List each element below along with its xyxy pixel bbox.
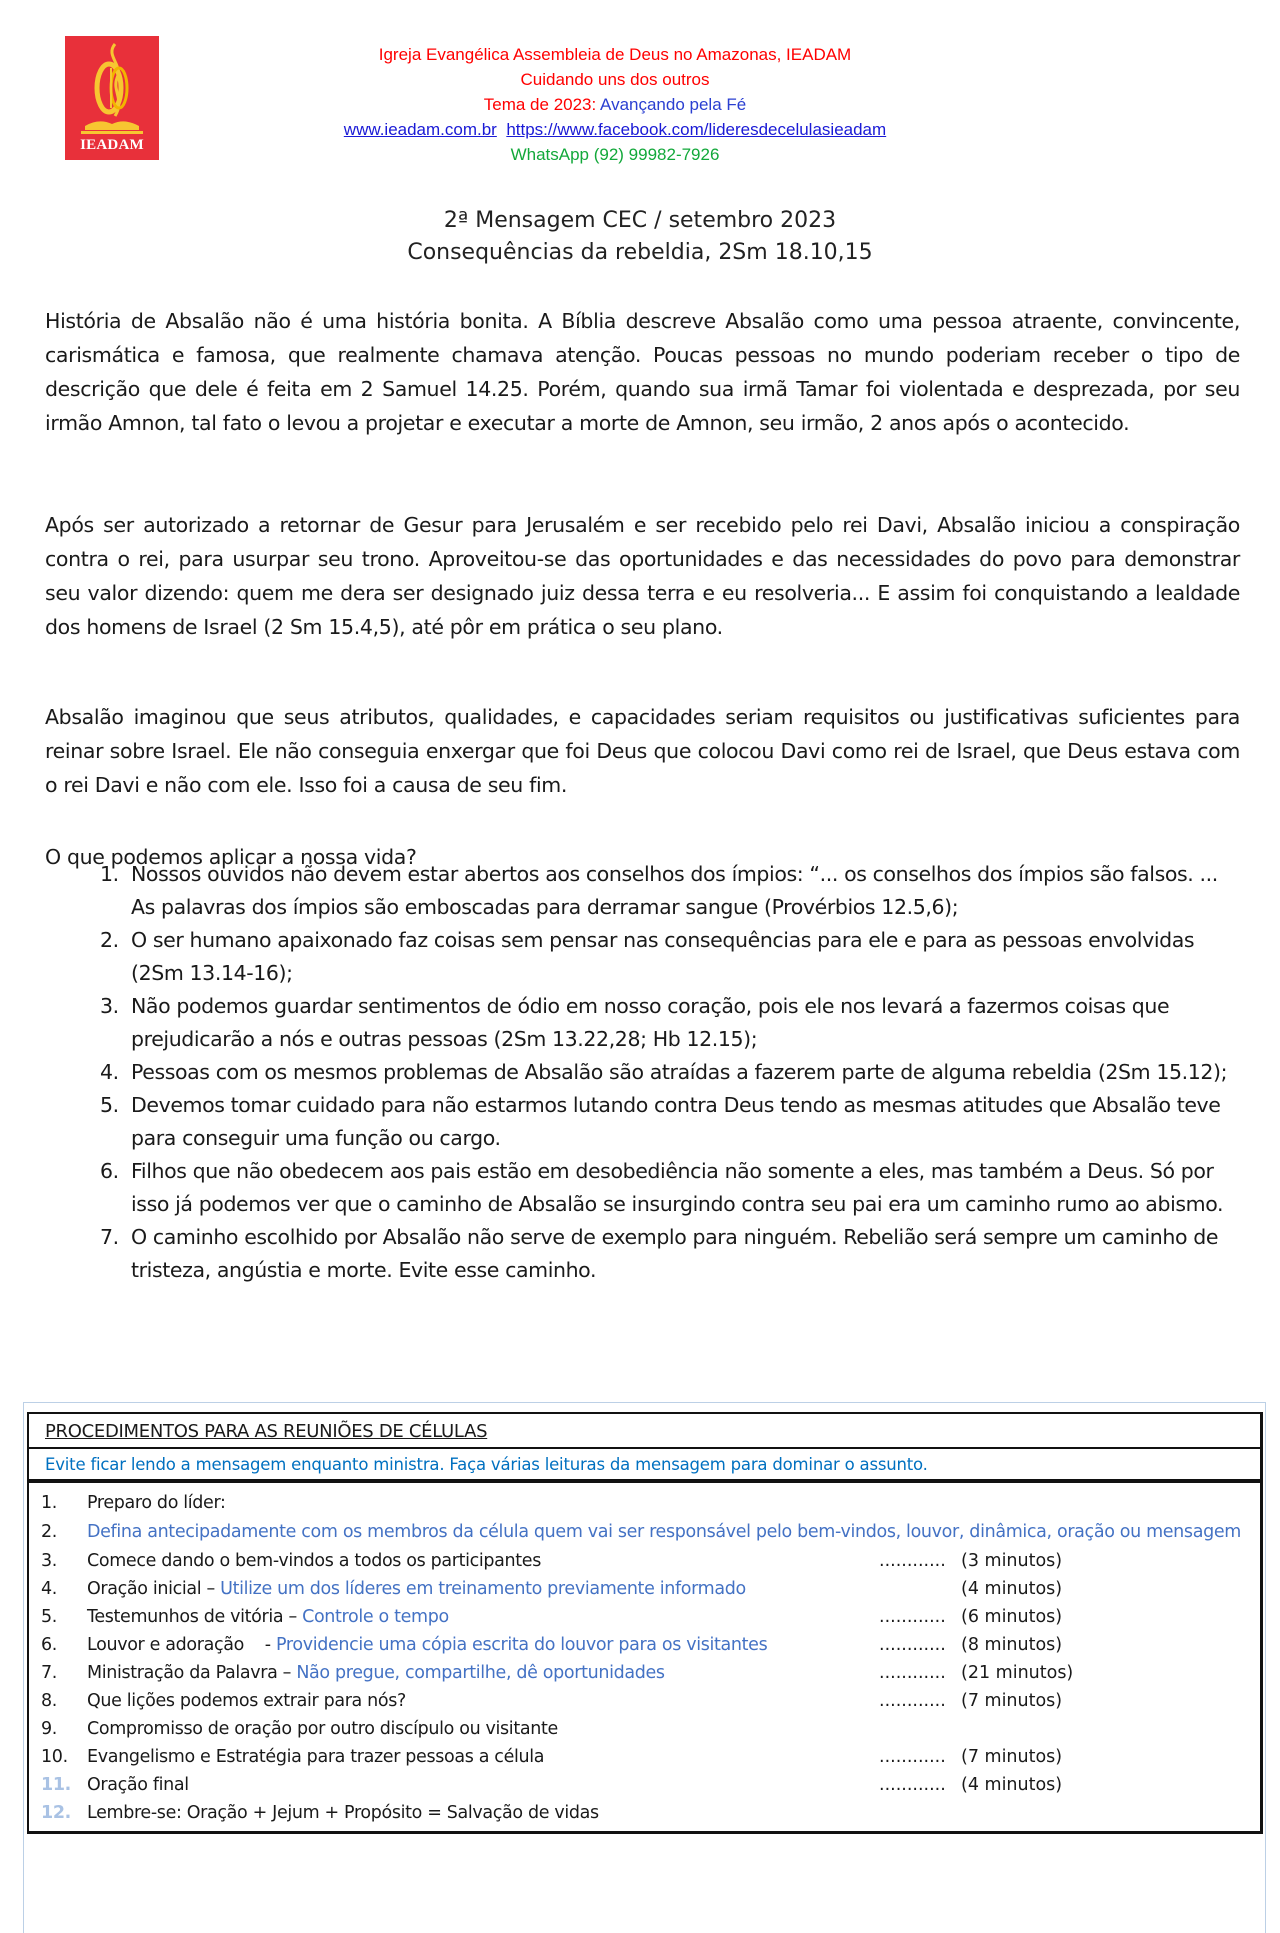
application-list: [45, 858, 1240, 1287]
paragraph-3: Absalão imaginou que seus atributos, qualidades, e capacidades seriam requisitos ou justificativas suficientes para reinar sobre Israel. Ele não conseguia enxergar que foi Deus que colocou Davi como rei de Israel, que Deus estava com o rei Davi e não com ele. Isso foi a causa de seu fim.: [45, 705, 1240, 797]
theme-label: Tema de 2023:: [483, 95, 601, 114]
theme-value: Avançando pela Fé: [600, 95, 747, 114]
message-title: [0, 205, 1280, 269]
procedure-item: 12. Lembre-se: Oração + Jejum + Propósito = Salvação de vidas: [41, 1803, 599, 1823]
procedure-item: 8. Que lições podemos extrair para nós? ............ (7 minutos): [29, 1687, 1260, 1715]
flame-book-icon: [65, 36, 159, 136]
ieadam-logo: [65, 36, 159, 160]
list-item: 1. Nossos ouvidos não devem estar abertos aos conselhos dos ímpios: “... os conselhos dos ímpios são falsos. ... As palavras dos ímpios são emboscadas para derramar sangue (Provérbios 12.5,6);: [100, 862, 1218, 919]
list-item: 5. Devemos tomar cuidado para não estarmos lutando contra Deus tendo as mesmas atitudes que Absalão teve para conseguir uma função ou cargo.: [100, 1093, 1221, 1150]
church-header: [280, 42, 950, 167]
procedure-item: 4. Oração inicial – Utilize um dos líderes em treinamento previamente informado (4 minutos): [29, 1575, 1260, 1603]
procedure-item: 5. Testemunhos de vitória – Controle o tempo ............ (6 minutos): [29, 1603, 1260, 1631]
whatsapp-contact: WhatsApp (92) 99982-7926: [510, 145, 720, 164]
paragraph-2: Após ser autorizado a retornar de Gesur para Jerusalém e ser recebido pelo rei Davi, Absalão iniciou a conspiração contra o rei, para usurpar seu trono. Aproveitou-se das oportunidades e das necessidades do povo para demonstrar seu valor dizendo: quem me dera ser designado juiz dessa terra e eu resolveria... E assim foi conquistando a lealdade dos homens de Israel (2 Sm 15.4,5), até pôr em prática o seu plano.: [45, 513, 1240, 639]
list-item: 6. Filhos que não obedecem aos pais estão em desobediência não somente a eles, mas também a Deus. Só por isso já podemos ver que o caminho de Absalão se insurgindo contra seu pai era um caminho rumo ao abismo.: [100, 1159, 1224, 1216]
duration: (7 minutos): [961, 1691, 1063, 1711]
application-question: O que podemos aplicar a nossa vida?: [45, 845, 417, 869]
procedure-item: 7. Ministração da Palavra – Não pregue, compartilhe, dê oportunidades ............ (21 minutos): [29, 1659, 1260, 1687]
procedure-item: 1. Preparo do líder:: [41, 1493, 226, 1513]
motto: Cuidando uns dos outros: [520, 70, 710, 89]
paragraph-1: História de Absalão não é uma história bonita. A Bíblia descreve Absalão como uma pessoa atraente, convincente, carismática e famosa, que realmente chamava atenção. Poucas pessoas no mundo poderiam receber o tipo de descrição que dele é feita em 2 Samuel 14.25. Porém, quando sua irmã Tamar foi violentada e desprezada, por seu irmão Amnon, tal fato o levou a projetar e executar a morte de Amnon, seu irmão, 2 anos após o acontecido.: [45, 309, 1240, 435]
title-line-2: Consequências da rebeldia, 2Sm 18.10,15: [407, 240, 873, 265]
facebook-link[interactable]: https://www.facebook.com/lideresdecelulasieadam: [506, 120, 887, 139]
duration: (21 minutos): [961, 1663, 1074, 1683]
duration: (4 minutos): [961, 1579, 1063, 1599]
title-line-1: 2ª Mensagem CEC / setembro 2023: [443, 208, 837, 233]
logo-text: IEADAM: [80, 137, 144, 153]
links-line: [280, 117, 950, 142]
duration: (4 minutos): [961, 1775, 1063, 1795]
list-item: 3. Não podemos guardar sentimentos de ódio em nosso coração, pois ele nos levará a fazermos coisas que prejudicarão a nós e outras pessoas (2Sm 13.22,28; Hb 12.15);: [100, 994, 1170, 1051]
procedure-item: 10. Evangelismo e Estratégia para trazer pessoas a célula ............ (7 minutos): [29, 1743, 1260, 1771]
procedures-list: [29, 1483, 1260, 1831]
list-item: 2. O ser humano apaixonado faz coisas sem pensar nas consequências para ele e para as pessoas envolvidas (2Sm 13.14-16);: [100, 928, 1195, 985]
procedure-item: 3. Comece dando o bem-vindos a todos os participantes ............ (3 minutos): [29, 1547, 1260, 1575]
duration: (3 minutos): [961, 1551, 1063, 1571]
list-item: 7. O caminho escolhido por Absalão não serve de exemplo para ninguém. Rebelião será sempre um caminho de tristeza, angústia e morte. Evite esse caminho.: [100, 1225, 1219, 1282]
duration: (6 minutos): [961, 1607, 1063, 1627]
procedure-item: 2. Defina antecipadamente com os membros da célula quem vai ser responsável pelo bem-vindos, louvor, dinâmica, oração ou mensagem: [41, 1522, 1241, 1542]
theme-line: [280, 92, 950, 117]
procedure-item: 11. Oração final ............ (4 minutos): [29, 1771, 1260, 1799]
list-item: 4. Pessoas com os mesmos problemas de Absalão são atraídas a fazerem parte de alguma rebeldia (2Sm 15.12);: [100, 1060, 1228, 1084]
duration: (8 minutos): [961, 1635, 1063, 1655]
org-name: Igreja Evangélica Assembleia de Deus no Amazonas, IEADAM: [378, 45, 852, 64]
procedure-item: 6. Louvor e adoração - Providencie uma cópia escrita do louvor para os visitantes ............ (8 minutos): [29, 1631, 1260, 1659]
website-link[interactable]: www.ieadam.com.br: [343, 120, 497, 139]
procedures-heading: PROCEDIMENTOS PARA AS REUNIÕES DE CÉLULAS: [29, 1414, 1260, 1449]
procedures-table: [27, 1412, 1263, 1834]
procedure-item: 9. Compromisso de oração por outro discípulo ou visitante: [41, 1719, 558, 1739]
procedures-subheading: Evite ficar lendo a mensagem enquanto ministra. Faça várias leituras da mensagem para dominar o assunto.: [29, 1449, 1260, 1483]
duration: (7 minutos): [961, 1747, 1063, 1767]
